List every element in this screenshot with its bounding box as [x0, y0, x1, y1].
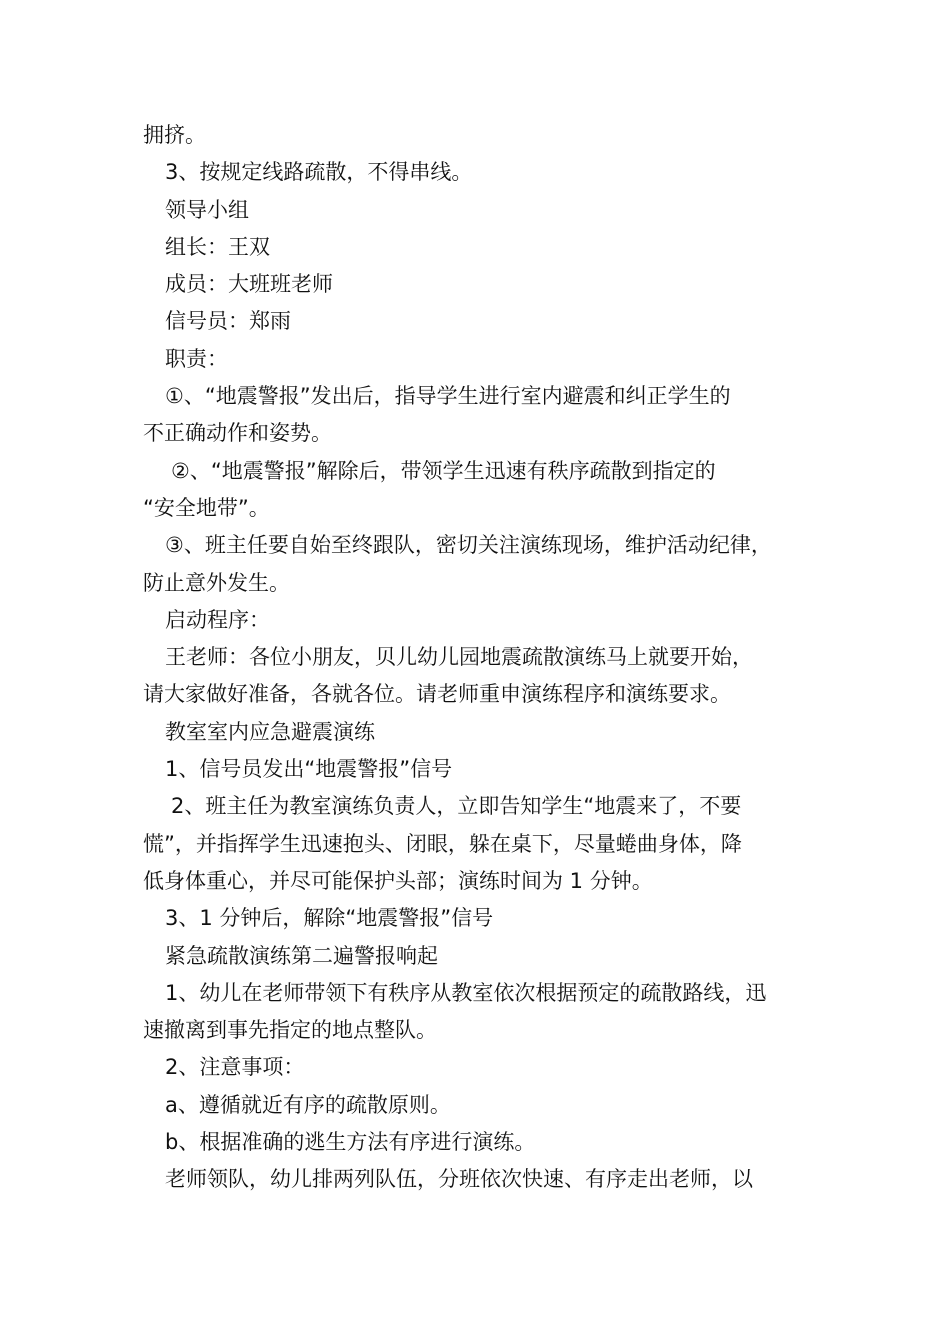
text-line: 3、按规定线路疏散，不得串线。 — [165, 160, 473, 185]
text-line: “安全地带”。 — [143, 495, 270, 520]
text-line: 速撤离到事先指定的地点整队。 — [143, 1018, 437, 1043]
text-line: 老师领队，幼儿排两列队伍，分班依次快速、有序走出老师，以 — [165, 1167, 753, 1192]
text-line: 3、1 分钟后，解除“地震警报”信号 — [165, 906, 494, 931]
text-line: 请大家做好准备，各就各位。请老师重申演练程序和演练要求。 — [143, 682, 731, 707]
text-line: 2、班主任为教室演练负责人，立即告知学生“地震来了，不要 — [171, 794, 742, 819]
section-heading: 教室室内应急避震演练 — [165, 719, 375, 744]
text-line: a、遵循就近有序的疏散原则。 — [165, 1092, 451, 1117]
section-heading: 启动程序： — [165, 607, 270, 632]
document-body — [143, 117, 813, 1199]
text-line: 职责： — [165, 346, 228, 371]
text-line: b、根据准确的逃生方法有序进行演练。 — [165, 1130, 536, 1155]
text-line: ③、班主任要自始至终跟队，密切关注演练现场，维护活动纪律， — [165, 533, 772, 558]
text-line: 拥挤。 — [143, 123, 206, 147]
text-line: 1、信号员发出“地震警报”信号 — [165, 757, 453, 782]
text-line: 1、幼儿在老师带领下有秩序从教室依次根据预定的疏散路线，迅 — [165, 980, 767, 1005]
text-line: ②、“地震警报”解除后，带领学生迅速有秩序疏散到指定的 — [171, 458, 716, 483]
text-line: 王老师：各位小朋友，贝儿幼儿园地震疏散演练马上就要开始， — [165, 645, 753, 670]
text-line: 防止意外发生。 — [143, 570, 290, 595]
text-line: 组长：王双 — [165, 234, 270, 259]
text-line: 信号员：郑雨 — [165, 309, 291, 334]
text-line: 低身体重心，并尽可能保护头部；演练时间为 1 分钟。 — [143, 868, 653, 893]
text-line: ①、“地震警报”发出后，指导学生进行室内避震和纠正学生的 — [165, 384, 731, 409]
text-line: 成员：大班班老师 — [165, 272, 333, 297]
section-heading: 领导小组 — [165, 197, 249, 222]
text-line: 不正确动作和姿势。 — [143, 421, 332, 446]
text-line: 慌”，并指挥学生迅速抱头、闭眼，躲在桌下，尽量蜷曲身体，降 — [143, 831, 742, 856]
section-heading: 紧急疏散演练第二遍警报响起 — [165, 943, 438, 968]
text-line: 2、注意事项： — [165, 1055, 305, 1080]
